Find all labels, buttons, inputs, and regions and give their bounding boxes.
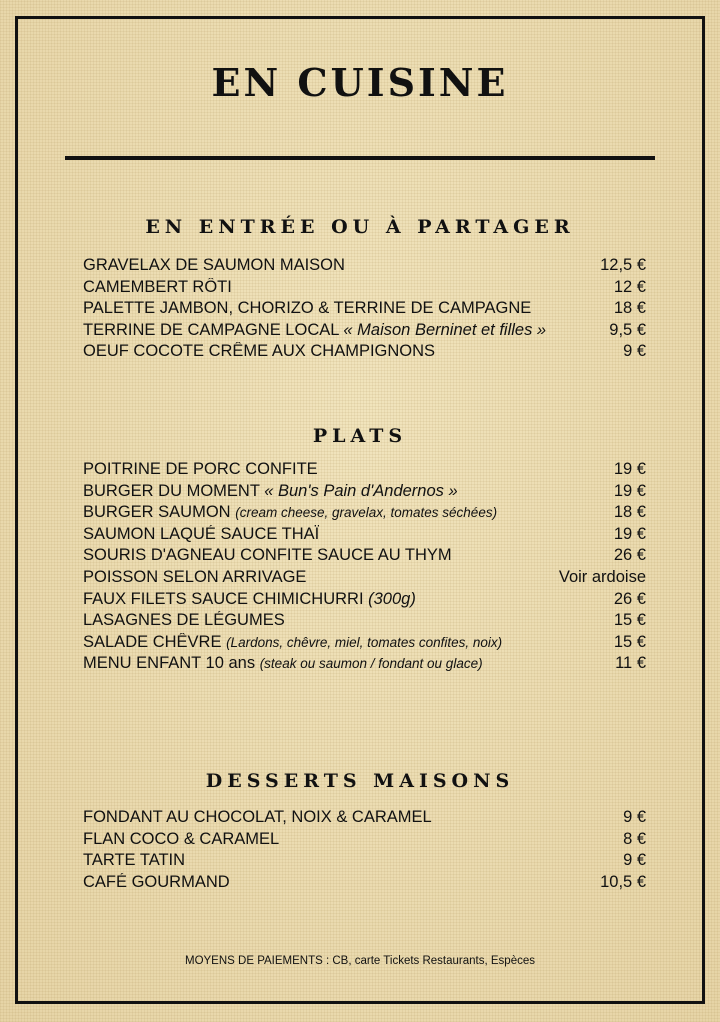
item-name-with-note <box>83 503 497 522</box>
item-name: LASAGNES DE LÉGUMES <box>83 611 285 630</box>
item-price: 15 € <box>613 632 646 651</box>
item-name-with-note <box>83 654 483 673</box>
menu-item <box>83 256 646 278</box>
menu-item <box>83 503 646 525</box>
item-price: 15 € <box>613 611 646 630</box>
item-price: 9,5 € <box>609 320 646 339</box>
item-price: 11 € <box>615 654 646 673</box>
item-note: (Lardons, chêvre, miel, tomates confites, noix) <box>226 634 503 650</box>
item-price: 12 € <box>613 277 646 296</box>
item-name: GRAVELAX DE SAUMON MAISON <box>83 256 345 274</box>
menu-item <box>83 342 646 364</box>
item-price: 8 € <box>623 829 646 848</box>
item-price: 9 € <box>623 851 646 870</box>
menu-item <box>83 590 646 612</box>
item-price: 26 € <box>613 546 646 565</box>
item-name: OEUF COCOTE CRÊME AUX CHAMPIGNONS <box>83 342 436 361</box>
menu-item <box>83 851 646 873</box>
section-title-starters: EN ENTRÉE OU À PARTAGER <box>145 216 575 238</box>
item-name: MENU ENFANT 10 ans <box>83 654 256 673</box>
desserts-list <box>83 808 646 894</box>
item-price: 12,5 € <box>600 256 646 274</box>
item-note: « Maison Berninet et filles » <box>343 320 547 339</box>
item-name: TERRINE DE CAMPAGNE LOCAL <box>83 320 339 339</box>
item-price: 10,5 € <box>600 872 646 891</box>
payment-methods-footer: MOYENS DE PAIEMENTS : CB, carte Tickets Restaurants, Espèces <box>184 955 535 967</box>
menu-title: EN CUISINE <box>211 60 509 105</box>
menu-item <box>83 525 646 547</box>
item-price: 9 € <box>623 808 646 826</box>
item-name: FAUX FILETS SAUCE CHIMICHURRI <box>83 589 364 608</box>
menu-item <box>83 321 646 343</box>
item-price: 9 € <box>623 342 646 361</box>
menu-item <box>83 611 646 633</box>
item-price: 19 € <box>613 524 646 543</box>
item-price: Voir ardoise <box>558 567 646 586</box>
item-name-with-note <box>83 482 458 501</box>
item-name-with-note <box>83 321 546 340</box>
menu-item <box>83 654 646 676</box>
menu-item <box>83 460 646 482</box>
menu-item <box>83 482 646 504</box>
item-price: 19 € <box>613 481 646 500</box>
item-price: 18 € <box>613 503 646 522</box>
menu-item <box>83 568 646 590</box>
item-note: (300g) <box>368 589 416 608</box>
item-name: BURGER SAUMON <box>83 503 231 522</box>
item-name: FONDANT AU CHOCOLAT, NOIX & CARAMEL <box>83 808 432 826</box>
menu-item <box>83 278 646 300</box>
section-title-desserts: DESSERTS MAISONS <box>205 770 515 792</box>
section-title-mains: PLATS <box>312 425 408 447</box>
menu-item <box>83 873 646 895</box>
menu-item <box>83 546 646 568</box>
item-name: POISSON SELON ARRIVAGE <box>83 567 307 586</box>
item-name: SOURIS D'AGNEAU CONFITE SAUCE AU THYM <box>83 546 452 565</box>
item-name: FLAN COCO & CARAMEL <box>83 829 280 848</box>
title-divider <box>65 156 655 160</box>
starters-list <box>83 256 646 364</box>
item-price: 26 € <box>613 589 646 608</box>
item-price: 18 € <box>613 299 646 318</box>
menu-item <box>83 808 646 830</box>
menu-item <box>83 299 646 321</box>
item-note: (cream cheese, gravelax, tomates séchées) <box>235 505 498 521</box>
item-name: TARTE TATIN <box>83 851 186 870</box>
item-note: « Bun's Pain d'Andernos » <box>264 481 458 500</box>
mains-list <box>83 460 646 676</box>
item-name: PALETTE JAMBON, CHORIZO & TERRINE DE CAMPAGNE <box>83 299 532 318</box>
item-price: 19 € <box>613 460 646 478</box>
menu-item <box>83 633 646 655</box>
item-name-with-note <box>83 633 502 652</box>
item-name-with-note <box>83 590 416 609</box>
item-name: CAMEMBERT RÔTI <box>83 277 232 296</box>
item-name: CAFÉ GOURMAND <box>83 872 230 891</box>
menu-item <box>83 830 646 852</box>
item-name: SALADE CHÊVRE <box>83 632 222 651</box>
item-name: SAUMON LAQUÉ SAUCE THAÏ <box>83 524 320 543</box>
item-name: BURGER DU MOMENT <box>83 481 260 500</box>
item-note: (steak ou saumon / fondant ou glace) <box>259 656 483 672</box>
item-name: POITRINE DE PORC CONFITE <box>83 460 318 478</box>
